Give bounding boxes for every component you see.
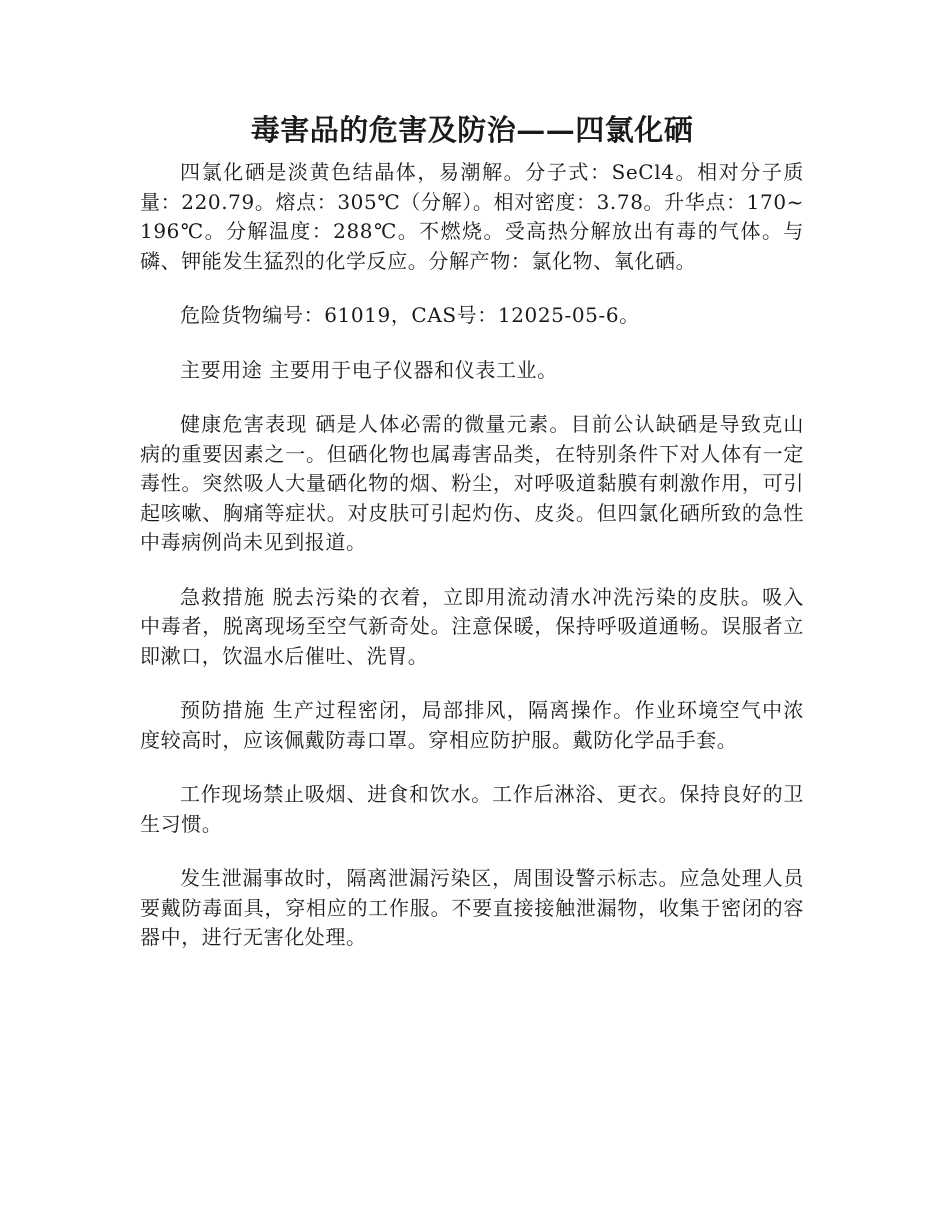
paragraph-properties: 四氯化硒是淡黄色结晶体，易潮解。分子式：SeCl4。相对分子质量：220.79。熔点：305℃（分解）。相对密度：3.78。升华点：170~196℃。分解温度：288℃。不燃烧。受高热分解放出有毒的气体。与磷、钾能发生猛烈的化学反应。分解产物：氯化物、氧化硒。 bbox=[140, 160, 804, 273]
paragraph-dangerous-goods-number: 危险货物编号：61019，CAS号：12025-05-6。 bbox=[180, 303, 640, 327]
paragraph-first-aid: 急救措施 脱去污染的衣着，立即用流动清水冲洗污染的皮肤。吸入中毒者，脱离现场至空气新奇处。注意保暖，保持呼吸道通畅。误服者立即漱口，饮温水后催吐、洗胃。 bbox=[140, 584, 804, 668]
paragraph-main-uses: 主要用途 主要用于电子仪器和仪表工业。 bbox=[180, 357, 558, 382]
document-title: 毒害品的危害及防治——四氯化硒 bbox=[250, 113, 694, 147]
paragraph-workplace-hygiene: 工作现场禁止吸烟、进食和饮水。工作后淋浴、更衣。保持良好的卫生习惯。 bbox=[140, 782, 804, 836]
paragraph-leak-response: 发生泄漏事故时，隔离泄漏污染区，周围设警示标志。应急处理人员要戴防毒面具，穿相应的工作服。不要直接接触泄漏物，收集于密闭的容器中，进行无害化处理。 bbox=[140, 866, 804, 949]
paragraph-health-hazards: 健康危害表现 硒是人体必需的微量元素。目前公认缺硒是导致克山病的重要因素之一。但硒化物也属毒害品类，在特别条件下对人体有一定毒性。突然吸人大量硒化物的烟、粉尘，对呼吸道黏膜有刺激作用，可引起咳嗽、胸痛等症状。对皮肤可引起灼伤、皮炎。但四氯化硒所致的急性中毒病例尚未见到报道。 bbox=[140, 412, 804, 554]
paragraph-prevention: 预防措施 生产过程密闭，局部排风，隔离操作。作业环境空气中浓度较高时，应该佩戴防毒口罩。穿相应防护服。戴防化学品手套。 bbox=[140, 698, 804, 752]
